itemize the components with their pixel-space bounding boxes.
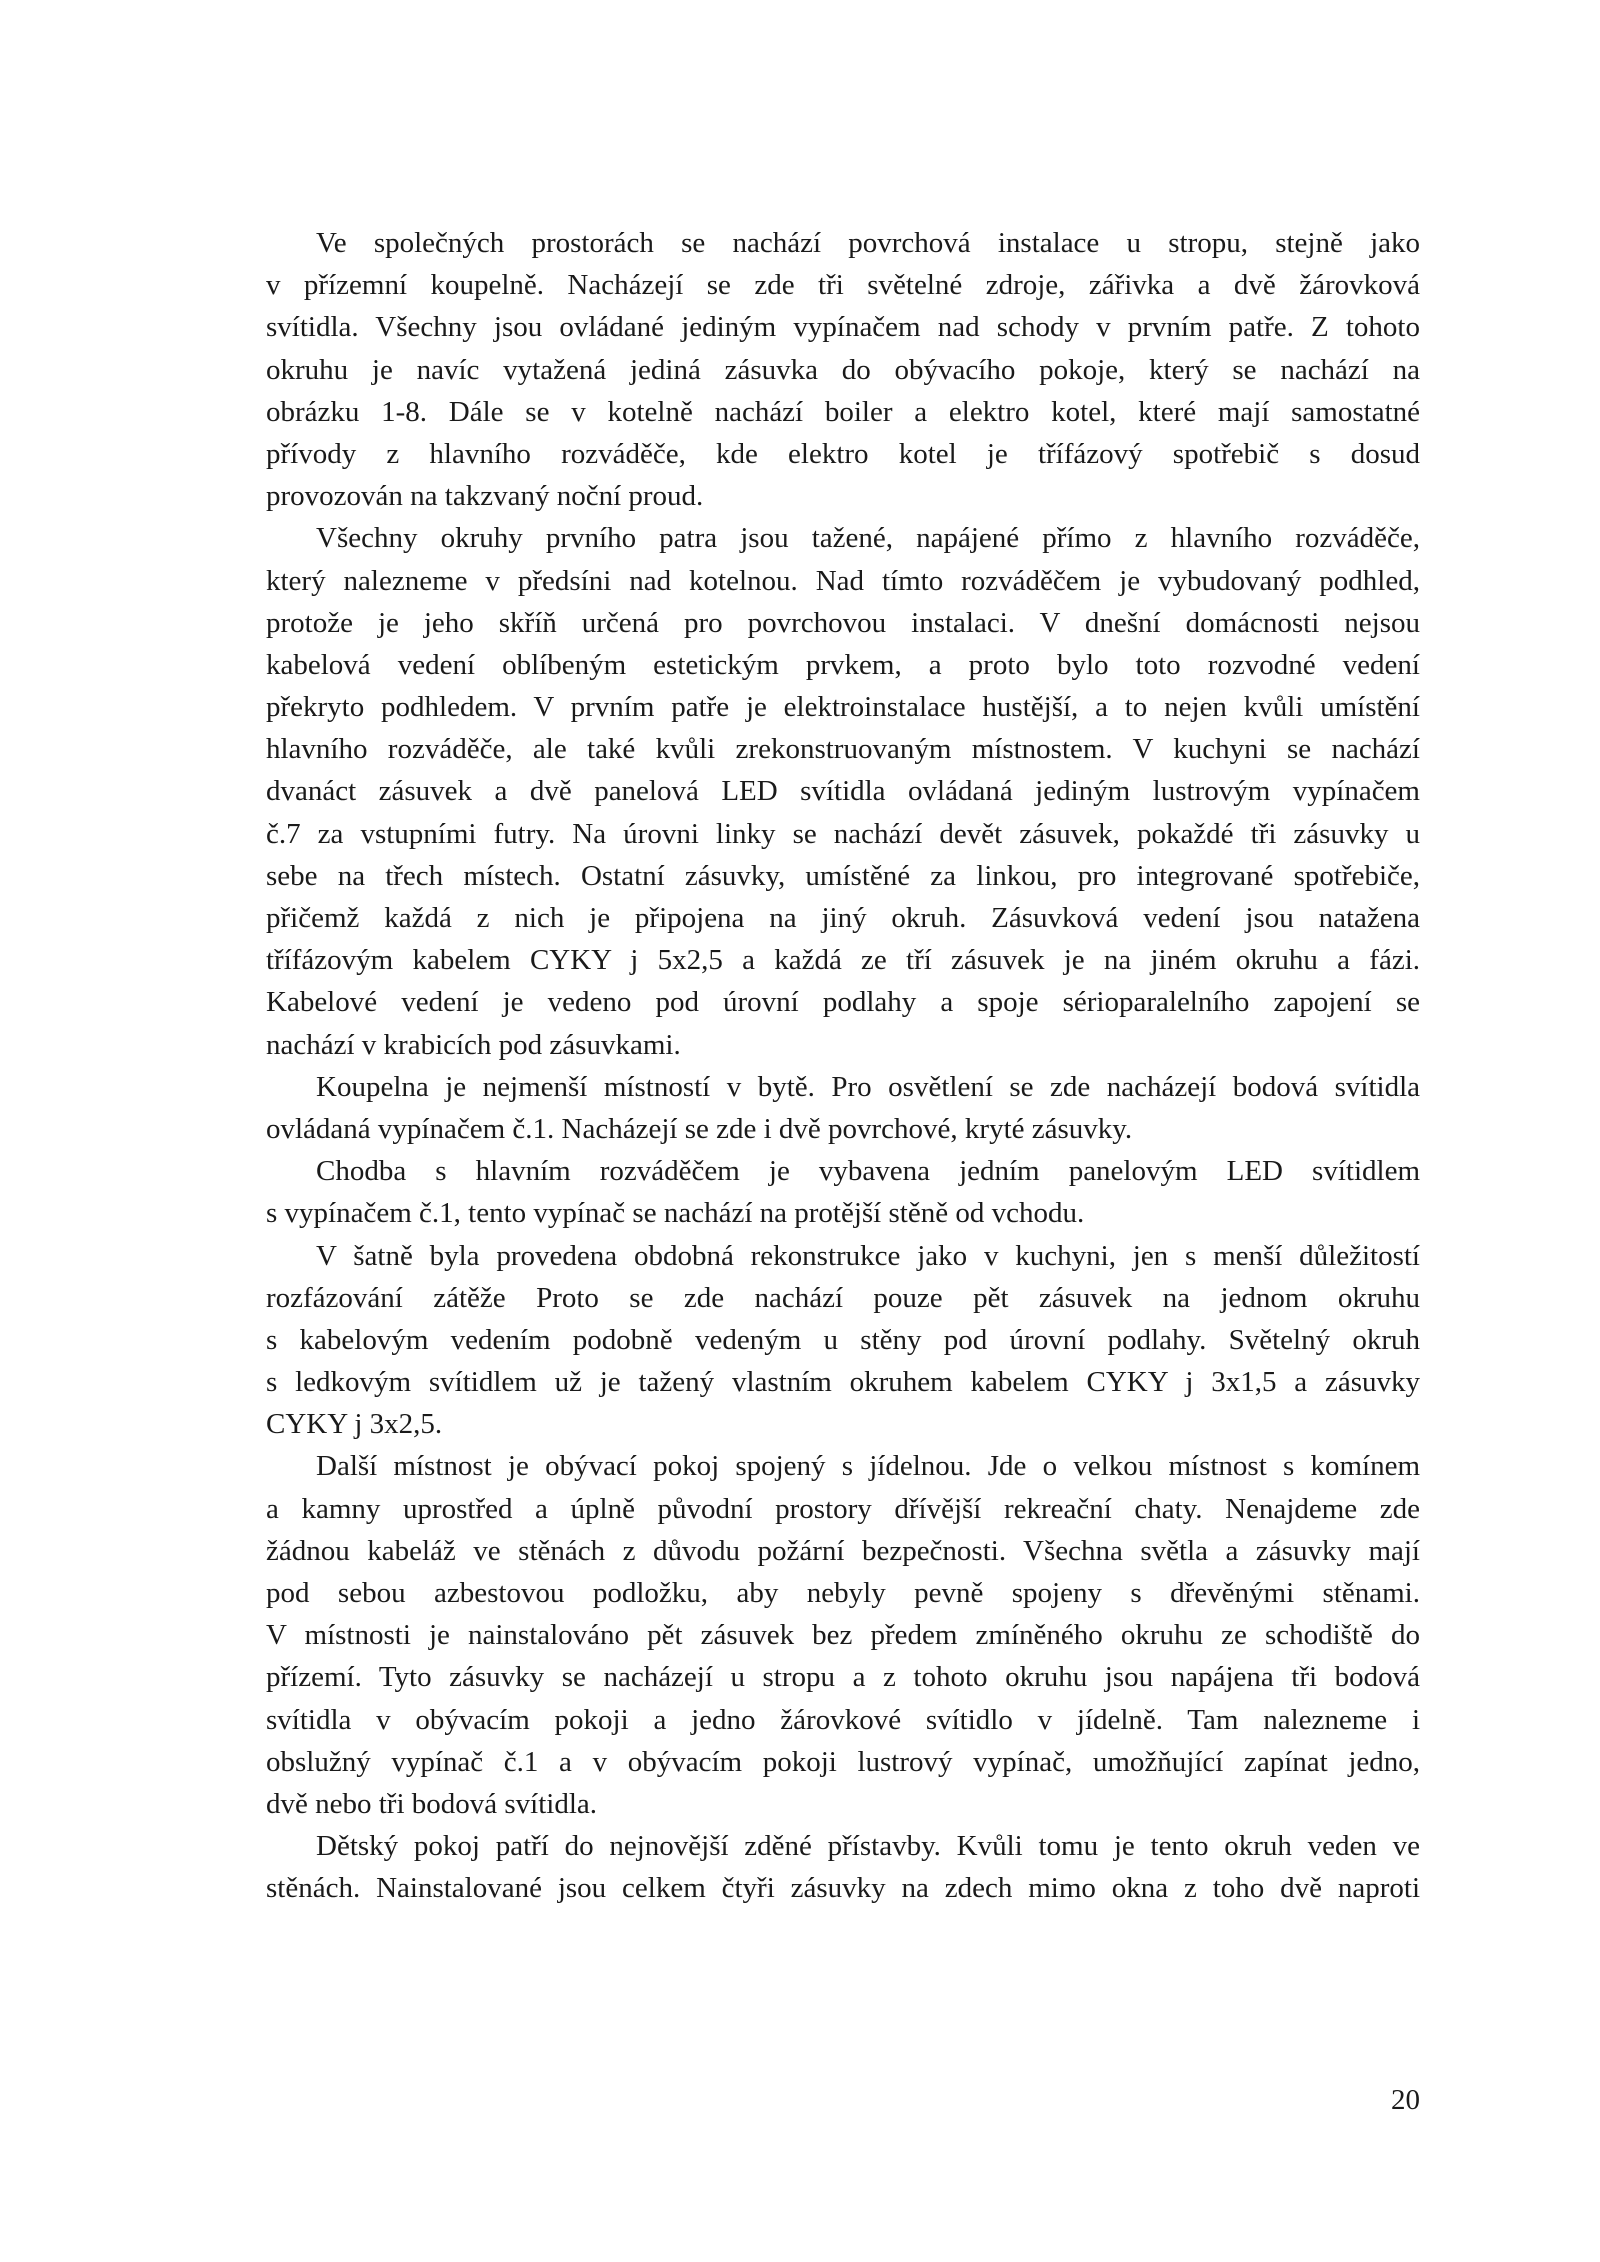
text-line: sebe na třech místech. Ostatní zásuvky, umístěné za linkou, pro integrované spotřebiče,	[266, 859, 1420, 892]
text-line: s kabelovým vedením podobně vedeným u stěny pod úrovní podlahy. Světelný okruh	[266, 1323, 1420, 1356]
paragraph	[266, 1150, 1420, 1234]
text-line: třífázovým kabelem CYKY j 5x2,5 a každá ze tří zásuvek je na jiném okruhu a fázi.	[266, 944, 1420, 977]
text-line: přičemž každá z nich je připojena na jiný okruh. Zásuvková vedení jsou natažena	[266, 902, 1420, 934]
text-line: Chodba s hlavním rozváděčem je vybavena jedním panelovým LED svítidlem	[316, 1155, 1420, 1188]
text-line: CYKY j 3x2,5.	[266, 1408, 443, 1441]
text-line: dvanáct zásuvek a dvě panelová LED svítidla ovládaná jediným lustrovým vypínačem	[266, 775, 1420, 808]
text-line: V šatně byla provedena obdobná rekonstrukce jako v kuchyni, jen s menší důležitostí	[316, 1239, 1420, 1272]
text-line: svítidla. Všechny jsou ovládané jediným vypínačem nad schody v prvním patře. Z tohoto	[266, 311, 1420, 344]
text-line: okruhu je navíc vytažená jediná zásuvka do obývacího pokoje, který se nachází na	[266, 353, 1420, 386]
text-line: a kamny uprostřed a úplně původní prostory dřívější rekreační chaty. Nenajdeme zde	[266, 1492, 1420, 1525]
text-line: Další místnost je obývací pokoj spojený s jídelnou. Jde o velkou místnost s komínem	[316, 1450, 1420, 1483]
text-line: s vypínačem č.1, tento vypínač se nachází na protější stěně od vchodu.	[266, 1197, 1085, 1230]
text-line: přívody z hlavního rozváděče, kde elektro kotel je třífázový spotřebič s dosud	[266, 437, 1420, 470]
text-line: svítidla v obývacím pokoji a jedno žárovkové svítidlo v jídelně. Tam nalezneme i	[266, 1703, 1420, 1736]
text-line: obslužný vypínač č.1 a v obývacím pokoji lustrový vypínač, umožňující zapínat jedno,	[266, 1745, 1420, 1778]
text-line: dvě nebo tři bodová svítidla.	[266, 1787, 598, 1820]
text-line: č.7 za vstupními futry. Na úrovni linky se nachází devět zásuvek, pokaždé tři zásuvky u	[266, 817, 1420, 850]
text-line: protože je jeho skříň určená pro povrchovou instalaci. V dnešní domácnosti nejsou	[266, 606, 1420, 639]
text-line: V místnosti je nainstalováno pět zásuvek bez předem zmíněného okruhu ze schodiště do	[266, 1619, 1420, 1652]
text-line: s ledkovým svítidlem už je tažený vlastním okruhem kabelem CYKY j 3x1,5 a zásuvky	[266, 1366, 1420, 1399]
text-line: v přízemní koupelně. Nacházejí se zde tři světelné zdroje, zářivka a dvě žárovková	[266, 269, 1420, 302]
text-line: provozován na takzvaný noční proud.	[266, 480, 704, 513]
body-text	[266, 222, 1420, 1910]
text-line: rozfázování zátěže Proto se zde nachází pouze pět zásuvek na jednom okruhu	[266, 1281, 1420, 1314]
text-line: stěnách. Nainstalované jsou celkem čtyři zásuvky na zdech mimo okna z toho dvě naproti	[266, 1872, 1420, 1905]
paragraph	[266, 517, 1420, 1065]
text-line: Dětský pokoj patří do nejnovější zděné přístavby. Kvůli tomu je tento okruh veden ve	[316, 1830, 1420, 1863]
text-line: který nalezneme v předsíni nad kotelnou. Nad tímto rozváděčem je vybudovaný podhled,	[266, 564, 1420, 597]
paragraph	[266, 1445, 1420, 1825]
paragraph	[266, 1066, 1420, 1150]
paragraph	[266, 222, 1420, 517]
text-line: žádnou kabeláž ve stěnách z důvodu požární bezpečnosti. Všechna světla a zásuvky mají	[266, 1534, 1420, 1567]
text-line: Všechny okruhy prvního patra jsou tažené, napájené přímo z hlavního rozváděče,	[316, 522, 1420, 555]
text-line: Ve společných prostorách se nachází povrchová instalace u stropu, stejně jako	[316, 227, 1420, 259]
paragraph	[266, 1825, 1420, 1909]
page-number: 20	[1391, 2084, 1420, 2116]
text-line: pod sebou azbestovou podložku, aby nebyly pevně spojeny s dřevěnými stěnami.	[266, 1577, 1420, 1609]
text-line: ovládaná vypínačem č.1. Nacházejí se zde i dvě povrchové, kryté zásuvky.	[266, 1112, 1133, 1145]
text-line: hlavního rozváděče, ale také kvůli zrekonstruovaným místnostem. V kuchyni se nachází	[266, 733, 1420, 766]
text-line: nachází v krabicích pod zásuvkami.	[266, 1028, 681, 1061]
text-line: kabelová vedení oblíbeným estetickým prvkem, a proto bylo toto rozvodné vedení	[266, 648, 1420, 681]
text-line: překryto podhledem. V prvním patře je elektroinstalace hustější, a to nejen kvůli umístění	[266, 691, 1420, 724]
text-line: obrázku 1-8. Dále se v kotelně nachází boiler a elektro kotel, které mají samostatné	[266, 395, 1420, 428]
paragraph	[266, 1235, 1420, 1446]
text-line: Koupelna je nejmenší místností v bytě. Pro osvětlení se zde nacházejí bodová svítidla	[316, 1070, 1420, 1103]
text-line: přízemí. Tyto zásuvky se nacházejí u stropu a z tohoto okruhu jsou napájena tři bodová	[266, 1661, 1420, 1694]
text-line: Kabelové vedení je vedeno pod úrovní podlahy a spoje sérioparalelního zapojení se	[266, 986, 1420, 1019]
